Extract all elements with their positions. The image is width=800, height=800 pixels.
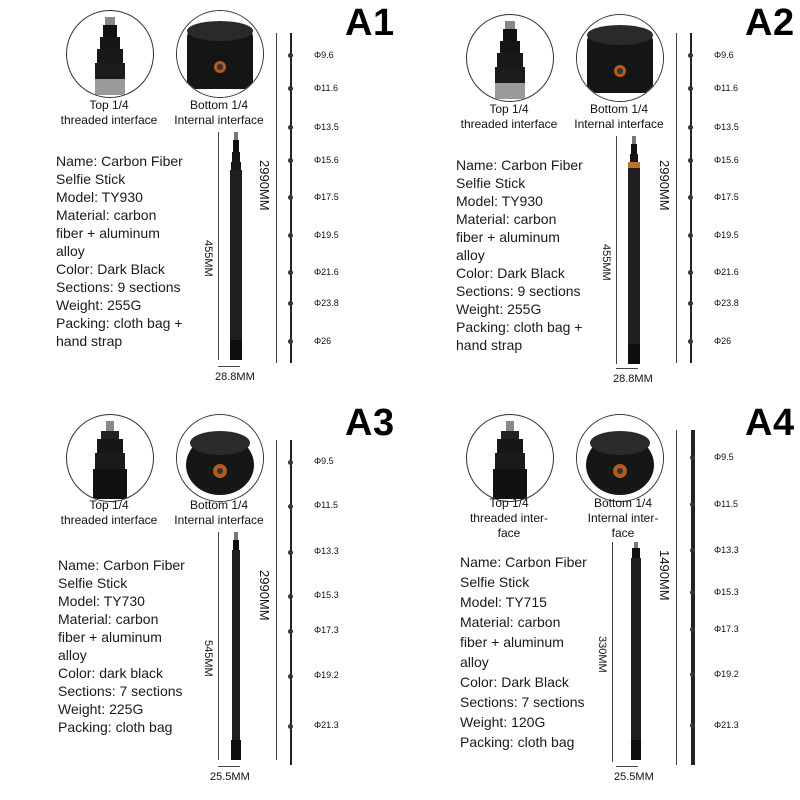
diameter-label: Φ17.3 <box>714 624 739 634</box>
section-joint-marker <box>688 301 693 306</box>
spec-list: Name: Carbon Fiber Selfie Stick Model: TY730 Material: carbon fiber + aluminum alloy Color: dark black Sections: 7 sections Weight: 225G Packing: cloth bag <box>58 557 185 735</box>
collapsed-stick-image <box>622 136 646 368</box>
bottom-interface-caption: Bottom 1/4 Internal interface <box>174 498 264 527</box>
diameter-label: Φ15.3 <box>314 590 339 600</box>
section-joint-marker <box>688 233 693 238</box>
section-joint-marker <box>690 548 695 553</box>
section-joint-marker <box>690 723 695 728</box>
section-joint-marker <box>288 301 293 306</box>
diameter-label: Φ13.5 <box>714 122 739 132</box>
diameter-label: Φ9.6 <box>314 50 334 60</box>
diameter-label: Φ13.3 <box>714 545 739 555</box>
diameter-label: Φ17.5 <box>314 192 339 202</box>
spacer <box>628 142 629 143</box>
diameter-label: Φ9.5 <box>314 456 334 466</box>
section-joint-marker <box>688 158 693 163</box>
panel-a4 <box>400 400 800 800</box>
panel-a1 <box>0 0 400 400</box>
bottom-interface-caption: Bottom 1/4 Internal inter- face <box>587 496 659 540</box>
section-joint-marker <box>288 724 293 729</box>
spec-list: Name: Carbon Fiber Selfie Stick Model: TY715 Material: carbon fiber + aluminum alloy Color: Dark Black Sections: 7 sections Weight: 120G Packing: cloth bag <box>460 554 587 750</box>
top-interface-caption: Top 1/4 threaded inter- face <box>469 496 549 540</box>
section-joint-marker <box>288 550 293 555</box>
section-joint-marker <box>690 627 695 632</box>
full-dimension-line <box>676 430 677 765</box>
section-joint-marker <box>688 53 693 58</box>
diameter-label: Φ19.2 <box>314 670 339 680</box>
collapsed-stick-image <box>226 532 246 764</box>
diameter-label: Φ11.6 <box>714 83 739 93</box>
section-joint-marker <box>288 53 293 58</box>
panel-a2 <box>400 0 800 400</box>
width-label: 25.5MM <box>614 771 654 783</box>
section-joint-marker <box>288 270 293 275</box>
collapsed-dimension-line <box>218 132 219 360</box>
section-joint-marker <box>688 339 693 344</box>
collapsed-stick-image <box>626 542 646 764</box>
panel-badge: A4 <box>745 402 795 444</box>
top-interface-caption: Top 1/4 threaded interface <box>60 498 158 527</box>
diameter-label: Φ23.8 <box>314 298 339 308</box>
collapsed-dimension-line <box>218 532 219 760</box>
collapsed-dimension-line <box>612 542 613 762</box>
width-dimension-line <box>616 766 638 767</box>
section-joint-marker <box>288 674 293 679</box>
full-length-label: 2990MM <box>657 160 672 211</box>
section-joint-marker <box>288 125 293 130</box>
section-joint-marker <box>688 125 693 130</box>
top-thread-closeup-icon <box>66 10 154 98</box>
width-label: 28.8MM <box>215 371 255 383</box>
extended-stick-image <box>290 440 292 765</box>
panel-a3 <box>0 400 400 800</box>
bottom-interface-caption: Bottom 1/4 Internal interface <box>174 98 264 127</box>
top-thread-closeup-icon <box>466 14 554 102</box>
width-label: 25.5MM <box>210 771 250 783</box>
width-dimension-line <box>616 368 638 369</box>
section-joint-marker <box>688 86 693 91</box>
diameter-label: Φ17.3 <box>314 625 339 635</box>
section-joint-marker <box>288 629 293 634</box>
top-thread-closeup-icon <box>66 414 154 502</box>
section-joint-marker <box>288 158 293 163</box>
bottom-socket-closeup-icon <box>576 414 664 502</box>
panel-badge: A2 <box>745 2 795 44</box>
full-length-label: 1490MM <box>657 550 672 601</box>
spec-list: Name: Carbon Fiber Selfie Stick Model: TY930 Material: carbon fiber + aluminum alloy Color: Dark Black Sections: 9 sections Weight: 255G Packing: cloth bag + hand strap <box>456 157 583 353</box>
width-label: 28.8MM <box>613 373 653 385</box>
extended-stick-image <box>691 430 695 765</box>
collapsed-length-label: 330MM <box>596 636 608 673</box>
section-joint-marker <box>288 460 293 465</box>
diameter-label: Φ21.6 <box>714 267 739 277</box>
diameter-label: Φ11.6 <box>314 83 339 93</box>
diameter-label: Φ13.5 <box>314 122 339 132</box>
bottom-socket-closeup-icon <box>176 414 264 502</box>
collapsed-length-label: 455MM <box>600 244 612 281</box>
collapsed-dimension-line <box>616 136 617 364</box>
diameter-label: Φ13.3 <box>314 546 339 556</box>
spec-list: Name: Carbon Fiber Selfie Stick Model: TY930 Material: carbon fiber + aluminum alloy Color: Dark Black Sections: 9 sections Weight: 255G Packing: cloth bag + hand strap <box>56 153 183 349</box>
section-joint-marker <box>288 195 293 200</box>
diameter-label: Φ11.5 <box>314 500 339 510</box>
diameter-label: Φ15.6 <box>714 155 739 165</box>
section-joint-marker <box>688 270 693 275</box>
section-joint-marker <box>288 504 293 509</box>
diameter-label: Φ17.5 <box>714 192 739 202</box>
section-joint-marker <box>288 339 293 344</box>
bottom-socket-closeup-icon <box>576 14 664 102</box>
diameter-label: Φ19.5 <box>714 230 739 240</box>
diameter-label: Φ19.2 <box>714 669 739 679</box>
section-joint-marker <box>690 502 695 507</box>
diameter-label: Φ26 <box>314 336 332 346</box>
section-joint-marker <box>288 594 293 599</box>
top-interface-caption: Top 1/4 threaded interface <box>460 102 558 131</box>
full-length-label: 2990MM <box>257 570 272 621</box>
diameter-label: Φ21.3 <box>714 720 739 730</box>
top-interface-caption: Top 1/4 threaded interface <box>60 98 158 127</box>
diameter-label: Φ9.5 <box>714 452 734 462</box>
width-dimension-line <box>218 766 240 767</box>
full-dimension-line <box>676 33 677 363</box>
diameter-label: Φ15.3 <box>714 587 739 597</box>
collapsed-stick-image <box>224 132 248 364</box>
bottom-interface-caption: Bottom 1/4 Internal interface <box>574 102 664 131</box>
diameter-label: Φ11.5 <box>714 499 739 509</box>
full-dimension-line <box>276 440 277 760</box>
section-joint-marker <box>288 233 293 238</box>
diameter-label: Φ9.6 <box>714 50 734 60</box>
section-joint-marker <box>288 86 293 91</box>
width-dimension-line <box>218 366 240 367</box>
collapsed-length-label: 545MM <box>202 640 214 677</box>
panel-badge: A1 <box>345 2 395 44</box>
top-thread-closeup-icon <box>466 414 554 502</box>
section-joint-marker <box>690 455 695 460</box>
diameter-label: Φ21.6 <box>314 267 339 277</box>
section-joint-marker <box>690 672 695 677</box>
full-dimension-line <box>276 33 277 363</box>
bottom-socket-closeup-icon <box>176 10 264 98</box>
diameter-label: Φ15.6 <box>314 155 339 165</box>
diameter-label: Φ21.3 <box>314 720 339 730</box>
section-joint-marker <box>688 195 693 200</box>
diameter-label: Φ26 <box>714 336 732 346</box>
panel-badge: A3 <box>345 402 395 444</box>
section-joint-marker <box>690 590 695 595</box>
diameter-label: Φ23.8 <box>714 298 739 308</box>
collapsed-length-label: 455MM <box>202 240 214 277</box>
diameter-label: Φ19.5 <box>314 230 339 240</box>
full-length-label: 2990MM <box>257 160 272 211</box>
